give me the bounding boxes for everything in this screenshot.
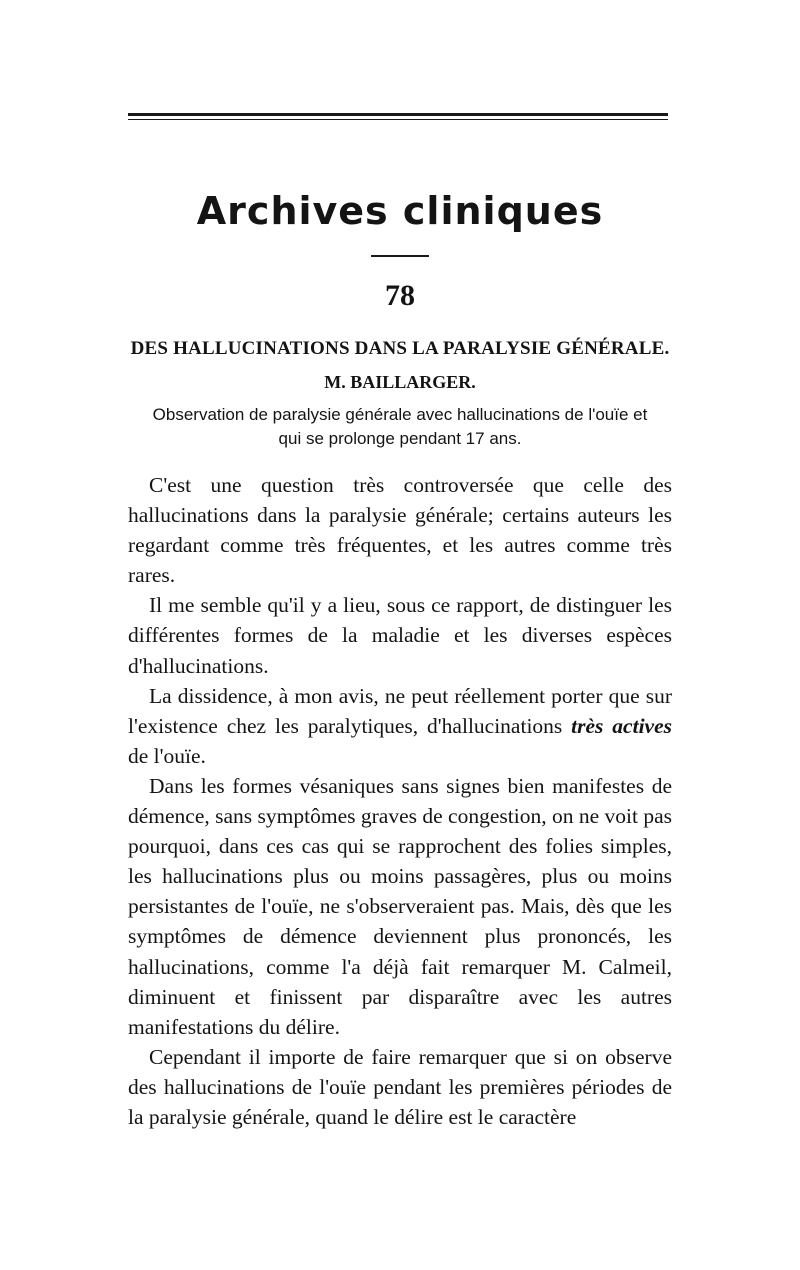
top-rule xyxy=(128,113,668,116)
title-divider xyxy=(371,255,429,257)
page-number: 78 xyxy=(385,279,415,312)
paragraph-text: de l'ouïe. xyxy=(128,743,206,768)
paragraph: Il me semble qu'il y a lieu, sous ce rapport, de distinguer les différentes formes de la maladie et les diverses espèces d'hallucinations. xyxy=(128,593,672,678)
paragraph xyxy=(128,681,672,771)
article-author: M. BAILLARGER. xyxy=(324,372,476,392)
article-subtitle: Observation de paralysie générale avec hallucinations de l'ouïe et qui se prolonge pendant 17 ans. xyxy=(152,405,648,448)
paragraph: Dans les formes vésaniques sans signes bien manifestes de démence, sans symptômes graves de congestion, on ne voit pas pourquoi, dans ces cas qui se rapprochent des folies simples, les hallucinations plus ou moins passagères, plus ou moins persistantes de l'ouïe, ne s'observeraient pas. Mais, dès que les symptômes de démence deviennent plus prononcés, les hallucinations, comme l'a déjà fait remarquer M. Calmeil, diminuent et finissent par disparaître avec les autres manifestations du délire. xyxy=(128,773,672,1039)
section-title: Archives cliniques xyxy=(196,189,604,233)
paragraph: C'est une question très controversée que celle des hallucinations dans la paralysie générale; certains auteurs les regardant comme très fréquentes, et les autres comme très rares. xyxy=(128,473,672,588)
paragraph: Cependant il importe de faire remarquer que si on observe des hallucinations de l'ouïe pendant les premières périodes de la paralysie générale, quand le délire est le caractère xyxy=(128,1044,672,1129)
top-rule-thin xyxy=(128,119,668,120)
paragraph-text: La dissidence, à mon avis, ne peut réellement porter que sur l'existence chez les paralytiques, d'hallucinations xyxy=(128,683,672,738)
article-title: DES HALLUCINATIONS DANS LA PARALYSIE GÉNÉRALE. xyxy=(130,338,670,359)
article-body xyxy=(128,470,672,1132)
emphasis-text: très actives xyxy=(571,713,672,738)
